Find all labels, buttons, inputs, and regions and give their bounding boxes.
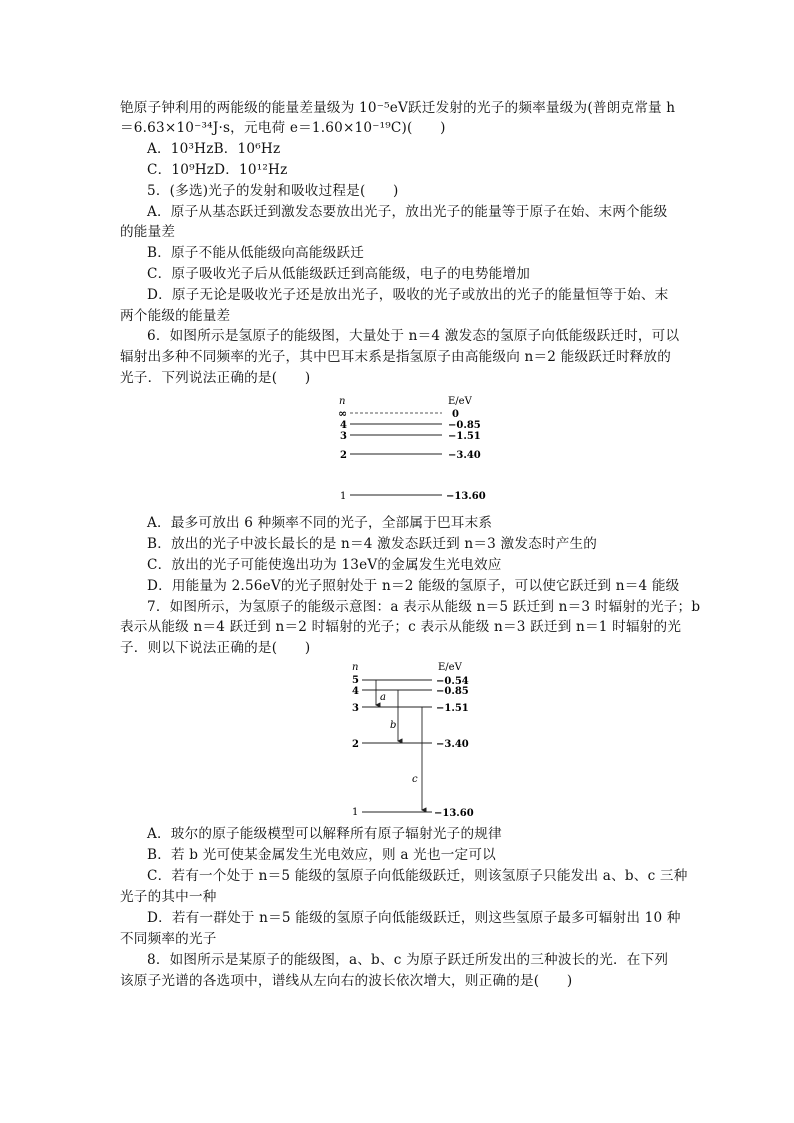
q6-fig-level-energy: −13.60	[446, 491, 486, 502]
q7-fig-level-label: 1	[352, 807, 359, 818]
q5-option-a-line1: A．原子从基态跃迁到激发态要放出光子，放出光子的能量等于原子在始、末两个能级	[147, 204, 668, 220]
q6-fig-level-energy: 0	[452, 409, 459, 420]
q7-fig-level-label: 5	[352, 675, 359, 686]
q7-fig-level-label: 2	[352, 739, 359, 750]
q7-fig-level-energy: −3.40	[436, 739, 469, 750]
q8-stem-line2: 该原子光谱的各选项中，谱线从左向右的波长依次增大，则正确的是( )	[120, 973, 573, 989]
q5-option-d-line1: D．原子无论是吸收光子还是放出光子，吸收的光子或放出的光子的能量恒等于始、末	[147, 287, 669, 303]
q7-fig-level-energy: −0.85	[436, 686, 469, 697]
q4-options-ab: A．10³HzB．10⁶Hz	[147, 141, 281, 157]
q5-option-c: C．原子吸收光子后从低能级跃迁到高能级，电子的电势能增加	[147, 266, 531, 282]
q6-fig-level-label: ∞	[338, 407, 348, 420]
q7-fig-arrow-label-c: c	[412, 774, 418, 785]
q7-fig-e-header: E/eV	[438, 662, 462, 673]
q7-option-b: B．若 b 光可使某金属发生光电效应，则 a 光也一定可以	[147, 847, 496, 863]
q7-option-c-line1: C．若有一个处于 n＝5 能级的氢原子向低能级跃迁，则该氢原子只能发出 a、b、c 三种	[147, 868, 688, 884]
q7-stem-line3: 子．则以下说法正确的是( )	[120, 640, 311, 656]
q6-stem-line3: 光子．下列说法正确的是( )	[120, 370, 311, 386]
q7-fig-arrow-label-a: a	[380, 692, 386, 703]
q7-stem-line2: 表示从能级 n＝4 跃迁到 n＝2 时辐射的光子；c 表示从能级 n＝3 跃迁到 n＝1 时辐射的光	[120, 619, 682, 635]
q6-fig-level-label: 4	[340, 420, 347, 431]
q5-stem: 5．(多选)光子的发射和吸收过程是( )	[147, 183, 399, 199]
q7-fig-level-energy: −0.54	[436, 676, 469, 687]
q5-option-b: B．原子不能从低能级向高能级跃迁	[147, 245, 365, 261]
q4-options-cd: C．10⁹HzD．10¹²Hz	[147, 162, 288, 178]
q6-stem-line1: 6．如图所示是氢原子的能级图，大量处于 n＝4 激发态的氢原子向低能级跃迁时，可以	[147, 328, 680, 344]
q7-energy-level-diagram	[340, 660, 490, 822]
q6-fig-n-header: n	[339, 396, 346, 407]
q7-fig-n-header: n	[352, 662, 359, 673]
q6-fig-level-label: 1	[340, 491, 347, 502]
q8-stem-line1: 8．如图所示是某原子的能级图，a、b、c 为原子跃迁所发出的三种波长的光．在下列	[147, 952, 669, 968]
q7-option-a: A．玻尔的原子能级模型可以解释所有原子辐射光子的规律	[147, 826, 502, 842]
q5-option-d-line2: 两个能级的能量差	[120, 308, 231, 324]
q7-fig-level-label: 3	[352, 703, 359, 714]
q7-option-d-line2: 不同频率的光子	[120, 931, 217, 947]
q7-option-d-line1: D．若有一群处于 n＝5 能级的氢原子向低能级跃迁，则这些氢原子最多可辐射出 10 种	[147, 910, 681, 926]
q7-stem-line1: 7．如图所示，为氢原子的能级示意图：a 表示从能级 n＝5 跃迁到 n＝3 时辐射的光子；b	[147, 599, 701, 615]
q7-fig-level-energy: −1.51	[436, 703, 469, 714]
q7-fig-level-energy: −13.60	[434, 808, 474, 819]
q7-fig-arrow-label-b: b	[390, 720, 397, 731]
q6-fig-level-label: 2	[340, 450, 347, 461]
q6-fig-level-energy: −0.85	[448, 420, 481, 431]
q6-energy-level-diagram	[330, 392, 500, 504]
q6-stem-line2: 辐射出多种不同频率的光子，其中巴耳末系是指氢原子由高能级向 n＝2 能级跃迁时释放的	[120, 349, 672, 365]
q6-fig-level-label: 3	[340, 431, 347, 442]
q6-option-b: B．放出的光子中波长最长的是 n＝4 激发态跃迁到 n＝3 激发态时产生的	[147, 536, 598, 552]
q6-option-c: C．放出的光子可能使逸出功为 13eV的金属发生光电效应	[147, 557, 502, 573]
q6-fig-e-header: E/eV	[448, 396, 472, 407]
q4-stem-line2: ＝6.63×10⁻³⁴J·s，元电荷 e＝1.60×10⁻¹⁹C)( )	[120, 120, 446, 136]
q6-fig-level-energy: −3.40	[448, 450, 481, 461]
q4-stem-line1: 铯原子钟利用的两能级的能量差量级为 10⁻⁵eV跃迁发射的光子的频率量级为(普朗克常量 h	[120, 100, 676, 116]
q7-fig-level-label: 4	[352, 686, 359, 697]
q6-option-a: A．最多可放出 6 种频率不同的光子，全部属于巴耳末系	[147, 515, 493, 531]
q7-option-c-line2: 光子的其中一种	[120, 889, 217, 905]
q6-option-d: D．用能量为 2.56eV的光子照射处于 n＝2 能级的氢原子，可以使它跃迁到 n＝4 能级	[147, 578, 680, 594]
q5-option-a-line2: 的能量差	[120, 224, 176, 240]
q6-fig-level-energy: −1.51	[448, 431, 481, 442]
